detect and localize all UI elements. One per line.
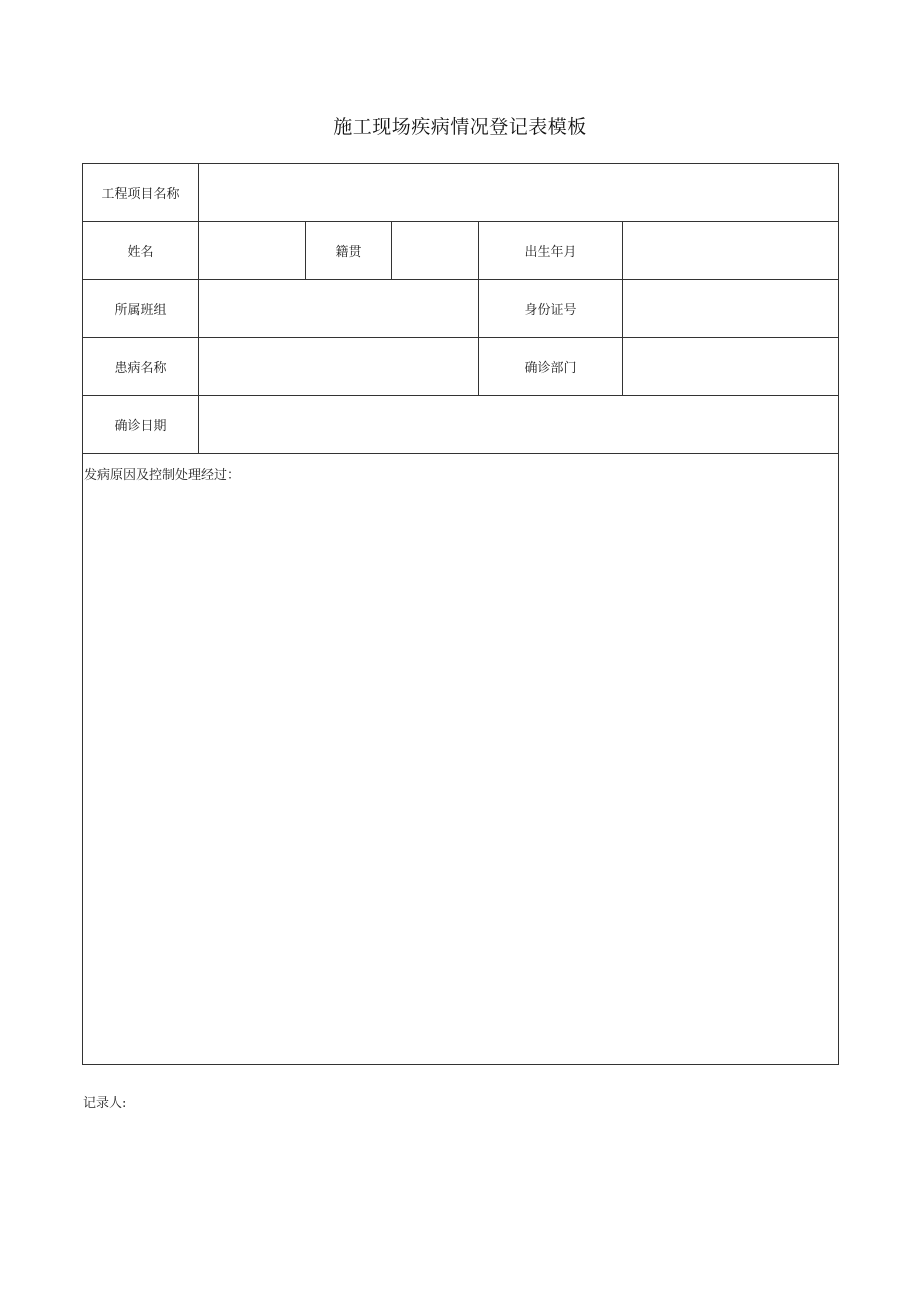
birth-field[interactable] — [623, 222, 839, 280]
name-field[interactable] — [199, 222, 306, 280]
row-date — [83, 396, 839, 454]
team-label: 所属班组 — [83, 280, 199, 338]
project-name-label: 工程项目名称 — [83, 164, 199, 222]
diagnosis-date-field[interactable] — [199, 396, 839, 454]
disease-registration-form — [82, 163, 839, 1065]
name-label: 姓名 — [83, 222, 199, 280]
birth-label: 出生年月 — [479, 222, 623, 280]
native-place-label: 籍贯 — [306, 222, 392, 280]
document-title: 施工现场疾病情况登记表模板 — [333, 116, 587, 138]
id-number-field[interactable] — [623, 280, 839, 338]
diagnosis-dept-field[interactable] — [623, 338, 839, 396]
row-disease — [83, 338, 839, 396]
disease-name-field[interactable] — [199, 338, 479, 396]
onset-process-field[interactable] — [83, 454, 839, 1065]
recorder-label: 记录人: — [83, 1096, 127, 1111]
id-number-label: 身份证号 — [479, 280, 623, 338]
team-field[interactable] — [199, 280, 479, 338]
onset-process-label: 发病原因及控制处理经过： — [84, 468, 241, 483]
diagnosis-date-label: 确诊日期 — [83, 396, 199, 454]
row-team — [83, 280, 839, 338]
native-place-field[interactable] — [392, 222, 479, 280]
diagnosis-dept-label: 确诊部门 — [479, 338, 623, 396]
project-name-field[interactable] — [199, 164, 839, 222]
row-personal — [83, 222, 839, 280]
row-project — [83, 164, 839, 222]
row-process — [83, 454, 839, 1065]
disease-name-label: 患病名称 — [83, 338, 199, 396]
